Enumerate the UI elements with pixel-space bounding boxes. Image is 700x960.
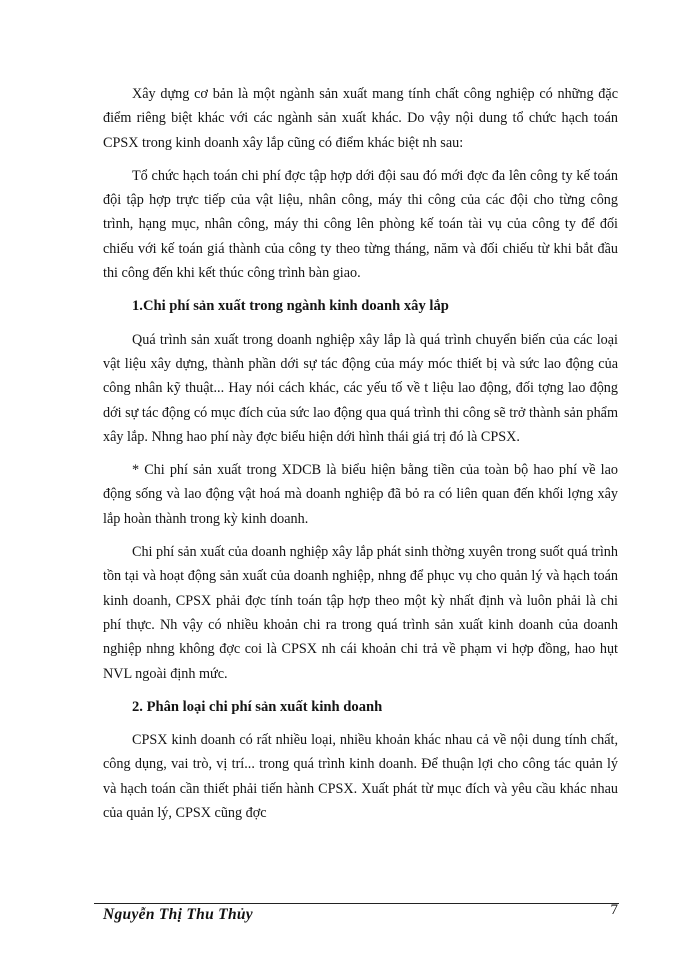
paragraph-classification: CPSX kinh doanh có rất nhiều loại, nhiều khoản khác nhau cả về nội dung tính chất, công dụng, vai trò, vị trí... trong quá trình kinh doanh. Để thuận lợi cho công tác quản lý và hạch toán cần thiết phải tiến hành CPSX. Xuất phát từ mục đích và yêu cầu khác nhau của quản lý, CPSX cũng đợc: [103, 732, 618, 822]
page-number: 7: [610, 902, 618, 918]
footer-author: Nguyễn Thị Thu Thủy: [103, 906, 253, 923]
section-heading-2: 2. Phân loại chi phí sản xuất kinh doanh: [132, 698, 383, 715]
paragraph-intro: Xây dựng cơ bản là một ngành sản xuất mang tính chất công nghiệp có những đặc điểm riêng biệt khác với các ngành sản xuất khác. Do vậy nội dung tổ chức hạch toán CPSX trong kinh doanh xây lắp cũng có điểm khác biệt nh sau:: [103, 86, 618, 151]
paragraph-cost-definition: * Chi phí sản xuất trong XDCB là biểu hiện bằng tiền của toàn bộ hao phí về lao động sống và lao động vật hoá mà doanh nghiệp đã bỏ ra có liên quan đến khối lợng xây lắp hoàn thành trong kỳ kinh doanh.: [103, 462, 618, 527]
paragraph-production-process: Quá trình sản xuất trong doanh nghiệp xây lắp là quá trình chuyển biến của các loại vật liệu xây dựng, thành phần dới sự tác động của máy móc thiết bị và sức lao động của công nhân kỹ thuật... Hay nói cách khác, các yếu tố về t liệu lao động, đối tợng lao động dới sự tác động có mục đích của sức lao động qua quá trình thi công sẽ trở thành sản phẩm xây lắp. Nhng hao phí này đợc biểu hiện dới hình thái giá trị đó là CPSX.: [103, 331, 619, 445]
section-heading-1: 1.Chi phí sản xuất trong ngành kinh doanh xây lắp: [132, 298, 449, 315]
paragraph-cost-recognition: Chi phí sản xuất của doanh nghiệp xây lắp phát sinh thờng xuyên trong suốt quá trình tồn tại và hoạt động sản xuất của doanh nghiệp, nhng để phục vụ cho quản lý và hạch toán kinh doanh, CPSX phải đợc tính toán tập hợp theo một kỳ nhất định và luôn phải là chi phí thực. Nh vậy có nhiều khoản chi ra trong quá trình sản xuất kinh doanh của doanh nghiệp nhng không đợc coi là CPSX nh cái khoản chi trả về phạm vi hợp đồng, hao hụt NVL ngoài định mức.: [103, 544, 618, 682]
footer-divider: [94, 903, 619, 904]
page-body: [103, 82, 618, 834]
paragraph-organization: Tổ chức hạch toán chi phí đợc tập hợp dới đội sau đó mới đợc đa lên công ty kế toán đội tập hợp trực tiếp của vật liệu, nhân công, máy thi công của các đội cho từng công trình, hạng mục, nhân công, máy thi công lên phòng kế toán tài vụ của công ty để đối chiếu với kế toán giá thành của công ty theo từng tháng, năm và đối chiếu từ khi bắt đầu thi công đến khi kết thúc công trình bàn giao.: [103, 167, 618, 282]
